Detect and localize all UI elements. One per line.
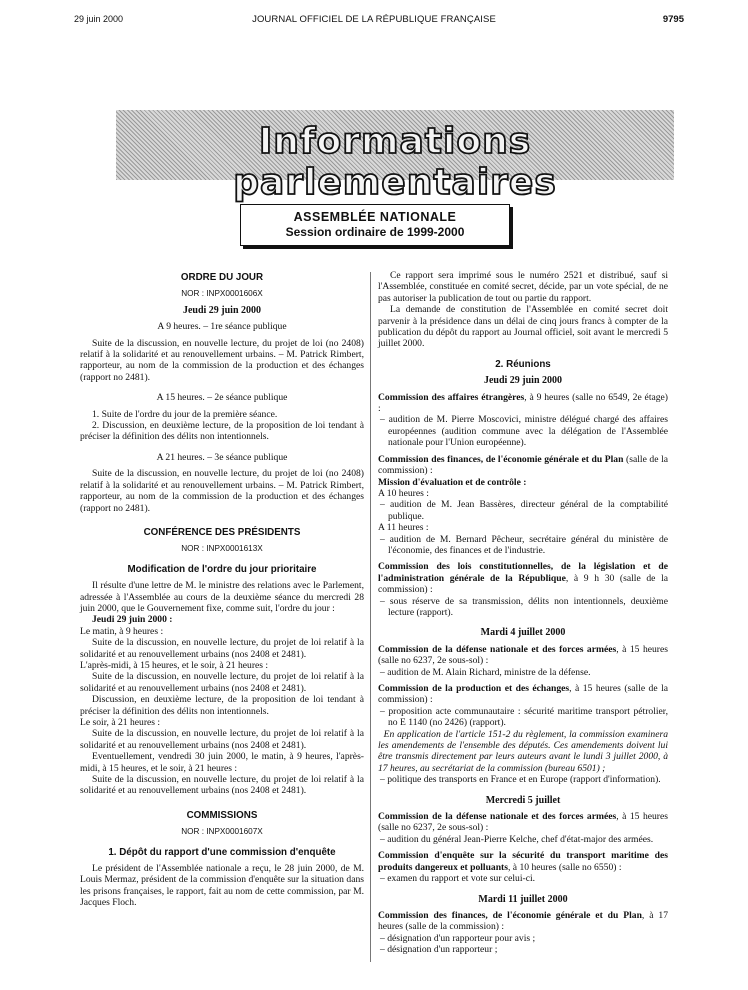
paragraph: 2. Discussion, en deuxième lecture, de la proposition de loi tendant à préciser la définition des délits non intentionnels.: [80, 420, 364, 443]
paragraph: Eventuellement, vendredi 30 juin 2000, le matin, à 9 heures, l'après-midi, à 15 heures, et le soir, à 21 heures :: [80, 751, 364, 774]
section-heading: ORDRE DU JOUR: [180, 272, 264, 283]
spacer: [80, 838, 364, 847]
paragraph: Il résulte d'une lettre de M. le ministre des relations avec le Parlement, adressée à l'Assemblée au cours de la deuxième séance du mercredi 28 juin 2000, que le Gouvernement fixe, comme suit, l'ordre du jour :: [80, 580, 364, 614]
paragraph: Commission des finances, de l'économie générale et du Plan, à 17 heures (salle de la commission) :: [378, 909, 668, 933]
paragraph: Commission de la défense nationale et des forces armées, à 15 heures (salle no 6237, 2e sous-sol) :: [378, 643, 668, 667]
nor-reference: NOR : INPX0001613X: [181, 544, 263, 554]
paragraph: Suite de la discussion, en nouvelle lecture, du projet de loi relatif à la solidarité et au renouvellement urbains (nos 2408 et 2481).: [80, 637, 364, 660]
paragraph: Le matin, à 9 heures :: [80, 625, 164, 637]
header-page-number: 9795: [662, 14, 684, 25]
assembly-name: ASSEMBLÉE NATIONALE: [293, 210, 457, 224]
paragraph: – désignation d'un rapporteur ;: [380, 944, 498, 956]
paragraph: – audition de M. Pierre Moscovici, ministre délégué chargé des affaires européennes (audition commune avec la délégation de l'Assemblée nationale pour l'Union européenne).: [380, 414, 668, 449]
spacer: [80, 797, 364, 810]
spacer: [378, 885, 668, 894]
paragraph: – proposition acte communautaire : sécurité maritime transport pétrolier, no E 1140 (no 2426) (rapport).: [380, 705, 668, 729]
paragraph: Suite de la discussion, en nouvelle lecture, du projet de loi relatif à la solidarité et au renouvellement urbains (nos 2408 et 2481).: [80, 671, 364, 694]
paragraph: Commission des lois constitutionnelles, de la législation et de l'administration générale de la République, à 9 h 30 (salle de la commission) :: [378, 561, 668, 596]
paragraph: – sous réserve de sa transmission, délits non intentionnels, deuxième lecture (rapport).: [380, 595, 668, 618]
right-column: [378, 270, 668, 956]
spacer: [80, 443, 364, 452]
date-heading: Mardi 4 juillet 2000: [480, 627, 566, 639]
date-heading: Jeudi 29 juin 2000: [182, 304, 262, 316]
header-journal-title: JOURNAL OFFICIEL DE LA RÉPUBLIQUE FRANÇAISE: [252, 14, 496, 25]
assembly-box: [240, 204, 510, 246]
section-heading: 1. Dépôt du rapport d'une commission d'enquête: [108, 846, 336, 858]
paragraph: Suite de la discussion, en nouvelle lecture, du projet de loi relatif à la solidarité et au renouvellement urbains (nos 2408 et 2481).: [80, 728, 364, 751]
paragraph: Suite de la discussion, en nouvelle lecture, du projet de loi relatif à la solidarité et au renouvellement urbains (nos 2408 et 2481).: [80, 774, 364, 797]
paragraph: Le président de l'Assemblée nationale a reçu, le 28 juin 2000, de M. Louis Mermaz, président de la commission d'enquête sur la situation dans les prisons françaises, le rapport, fait au nom de cette commission, par M. Jacques Floch.: [80, 863, 364, 909]
paragraph: Suite de la discussion, en nouvelle lecture, du projet de loi (no 2408) relatif à la solidarité et au renouvellement urbains. – M. Patrick Rimbert, rapporteur, au nom de la commission de la production et des échanges (rapport no 2481).: [80, 337, 364, 383]
paragraph: Discussion, en deuxième lecture, de la proposition de loi tendant à préciser la définition des délits non intentionnels.: [80, 694, 364, 717]
paragraph: Commission des finances, de l'économie générale et du Plan (salle de la commission) :: [378, 453, 669, 477]
date-heading: Jeudi 29 juin 2000: [483, 375, 563, 387]
date-heading: Mardi 11 juillet 2000: [478, 893, 568, 905]
nor-reference: NOR : INPX0001607X: [181, 827, 263, 837]
paragraph: Commission de la défense nationale et des forces armées, à 15 heures (salle no 6237, 2e sous-sol) :: [378, 811, 668, 834]
spacer: [80, 555, 364, 564]
paragraph: – audition de M. Bernard Pêcheur, secrétaire général du ministère de l'économie, des finances et de l'industrie.: [380, 533, 668, 556]
session-title: Session ordinaire de 1999-2000: [285, 225, 465, 239]
paragraph: La demande de constitution de l'Assemblée en comité secret doit parvenir à la présidence dans un délai de cinq jours francs à compter de la publication du dépôt du rapport au Journal officiel, soit avant le mercredi 5 juillet 2000.: [378, 304, 668, 350]
paragraph: – politique des transports en France et en Europe (rapport d'information).: [380, 774, 661, 786]
section-heading: COMMISSIONS: [186, 809, 258, 821]
spacer: [378, 350, 668, 359]
section-banner: [116, 110, 674, 203]
paragraph: A 21 heures. – 3e séance publique: [156, 451, 288, 463]
paragraph: Mission d'évaluation et de contrôle :: [378, 476, 527, 488]
header-date: 29 juin 2000: [74, 14, 124, 24]
paragraph: Commission des affaires étrangères, à 9 heures (salle no 6549, 2e étage) :: [378, 391, 668, 415]
paragraph: A 15 heures. – 2e séance publique: [156, 392, 288, 404]
running-header: [0, 14, 748, 28]
paragraph: En application de l'article 151-2 du règlement, la commission examinera les amendements de l'ensemble des députés. Ces amendements doivent lui être transmis directement par leurs auteurs avant le lundi 3 juillet 2000, à 17 heures, au secrétariat de la commission (bureau 6501) ;: [378, 728, 668, 774]
paragraph: Jeudi 29 juin 2000 :: [92, 614, 173, 626]
paragraph: – audition du général Jean-Pierre Kelche, chef d'état-major des armées.: [380, 833, 654, 845]
paragraph: – désignation d'un rapporteur pour avis ;: [380, 932, 536, 944]
paragraph: A 11 heures :: [378, 522, 429, 534]
section-heading: 2. Réunions: [495, 358, 551, 370]
spacer: [378, 618, 668, 627]
column-divider: [370, 272, 371, 962]
nor-reference: NOR : INPX0001606X: [181, 289, 263, 299]
spacer: [80, 514, 364, 527]
paragraph: 1. Suite de l'ordre du jour de la première séance.: [92, 408, 278, 420]
banner-title: Informations parlementaires: [233, 121, 557, 203]
section-heading: Modification de l'ordre du jour prioritaire: [127, 563, 317, 575]
paragraph: Suite de la discussion, en nouvelle lecture, du projet de loi (no 2408) relatif à la solidarité et au renouvellement urbains. – M. Patrick Rimbert, rapporteur, au nom de la commission de la production et des échanges (rapport no 2481).: [80, 468, 364, 514]
left-column: [80, 272, 364, 909]
spacer: [80, 383, 364, 392]
paragraph: L'après-midi, à 15 heures, et le soir, à 21 heures :: [80, 659, 269, 671]
paragraph: Commission de la production et des échanges, à 15 heures (salle de la commission) :: [378, 683, 668, 706]
paragraph: A 9 heures. – 1re séance publique: [157, 321, 287, 333]
paragraph: – audition de M. Jean Bassères, directeur général de la comptabilité publique.: [380, 499, 668, 522]
spacer: [378, 786, 668, 795]
paragraph: – audition de M. Alain Richard, ministre de la défense.: [380, 666, 591, 678]
paragraph: – examen du rapport et vote sur celui-ci.: [380, 873, 536, 885]
paragraph: Ce rapport sera imprimé sous le numéro 2521 et distribué, sauf si l'Assemblée, constituée en comité secret, décide, par un vote spécial, de ne pas autoriser la publication de tout ou partie du rapport.: [378, 270, 668, 304]
paragraph: A 10 heures :: [378, 487, 429, 499]
date-heading: Mercredi 5 juillet: [485, 794, 561, 806]
section-heading: CONFÉRENCE DES PRÉSIDENTS: [143, 526, 301, 538]
paragraph: Le soir, à 21 heures :: [80, 717, 161, 728]
paragraph: Commission d'enquête sur la sécurité du transport maritime des produits dangereux et polluants, à 10 heures (salle no 6550) :: [378, 850, 668, 873]
